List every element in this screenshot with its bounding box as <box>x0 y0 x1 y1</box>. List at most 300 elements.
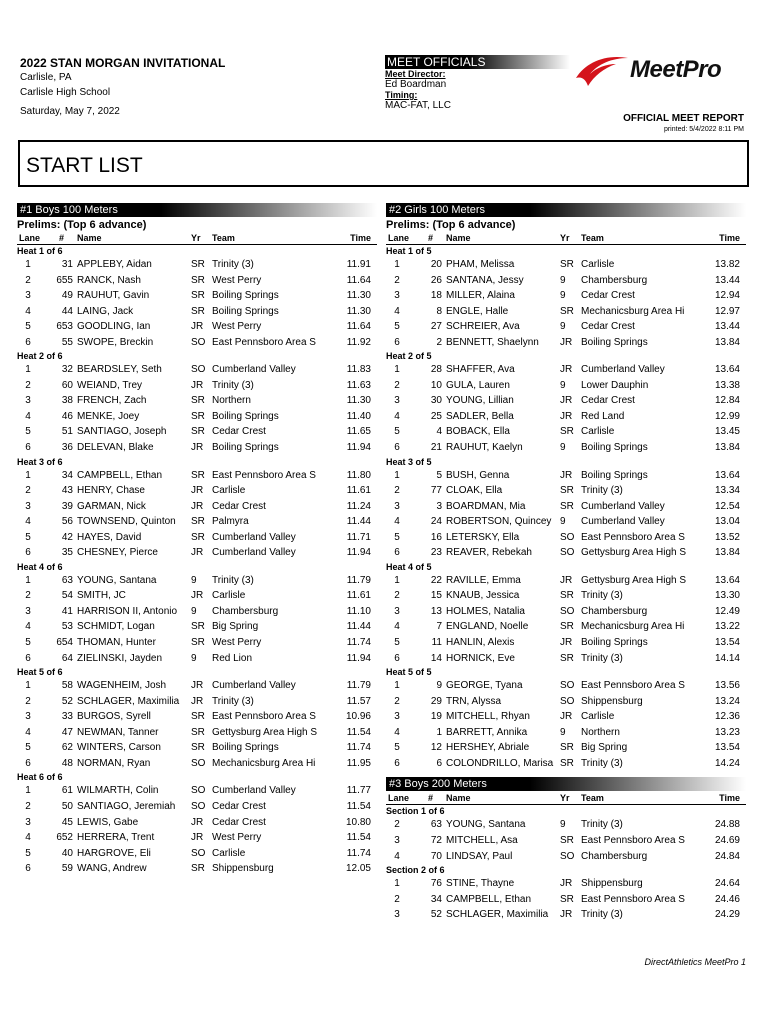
team-cell: Cumberland Valley <box>212 364 296 376</box>
table-row <box>386 288 746 304</box>
table-row <box>17 635 377 651</box>
bib-cell: 5 <box>436 469 442 481</box>
meetpro-swoosh-icon <box>572 52 632 88</box>
team-cell: Cedar Crest <box>581 290 635 302</box>
event-title-boys-100: #1 Boys 100 Meters <box>17 203 377 217</box>
year-cell: 9 <box>191 652 197 664</box>
bib-cell: 34 <box>430 893 442 905</box>
seed-time: 11.77 <box>346 785 371 797</box>
team-cell: Cumberland Valley <box>212 680 296 692</box>
team-cell: Boiling Springs <box>212 410 279 422</box>
bib-cell: 46 <box>61 410 73 422</box>
seed-time: 11.61 <box>346 485 371 497</box>
table-row <box>386 468 746 484</box>
lane-cell: 1 <box>25 469 31 481</box>
bib-cell: 47 <box>61 726 73 738</box>
year-cell: SR <box>191 395 205 407</box>
year-cell: JR <box>560 909 573 921</box>
table-row <box>386 740 746 756</box>
table-row <box>17 288 377 304</box>
seed-time: 13.44 <box>714 274 740 286</box>
team-cell: Shippensburg <box>581 695 643 707</box>
athlete-name: YOUNG, Lillian <box>446 395 514 407</box>
table-row <box>17 573 377 589</box>
athlete-name: LAING, Jack <box>77 305 134 317</box>
bib-cell: 72 <box>430 834 442 846</box>
lane-cell: 5 <box>25 426 31 438</box>
bib-cell: 44 <box>61 305 73 317</box>
team-cell: East Pennsboro Area S <box>581 531 685 543</box>
year-cell: SR <box>191 290 205 302</box>
year-cell: SR <box>191 742 205 754</box>
table-row <box>17 393 377 409</box>
athlete-name: CAMPBELL, Ethan <box>446 893 532 905</box>
lane-cell: 5 <box>25 742 31 754</box>
lane-cell: 4 <box>394 305 400 317</box>
lane-cell: 1 <box>25 785 31 797</box>
seed-time: 11.80 <box>346 469 371 481</box>
team-cell: Cedar Crest <box>212 800 266 812</box>
seed-time: 11.57 <box>346 695 371 707</box>
bib-cell: 55 <box>61 336 73 348</box>
athlete-name: BOARDMAN, Mia <box>446 500 526 512</box>
footer-text: DirectAthletics MeetPro 1 <box>644 957 746 967</box>
left-column <box>17 203 377 877</box>
lane-cell: 1 <box>394 469 400 481</box>
team-cell: Shippensburg <box>212 863 274 875</box>
seed-time: 13.52 <box>714 531 740 543</box>
lane-cell: 4 <box>394 850 400 862</box>
year-cell: JR <box>191 485 204 497</box>
team-cell: Cumberland Valley <box>581 516 665 528</box>
lane-cell: 2 <box>25 379 31 391</box>
team-cell: West Perry <box>212 274 262 286</box>
bib-cell: 45 <box>61 816 73 828</box>
team-cell: West Perry <box>212 321 262 333</box>
seed-time: 12.84 <box>714 395 740 407</box>
table-row <box>386 483 746 499</box>
team-cell: Cumberland Valley <box>212 547 296 559</box>
team-cell: Palmyra <box>212 516 249 528</box>
seed-time: 11.94 <box>346 547 371 559</box>
team-cell: Chambersburg <box>581 605 648 617</box>
year-cell: JR <box>560 637 573 649</box>
year-cell: 9 <box>560 274 566 286</box>
athlete-name: YOUNG, Santana <box>77 574 157 586</box>
bib-cell: 32 <box>61 364 73 376</box>
table-row <box>386 619 746 635</box>
lane-cell: 4 <box>394 726 400 738</box>
athlete-name: YOUNG, Santana <box>446 819 526 831</box>
athlete-name: BUSH, Genna <box>446 469 510 481</box>
heat-label: Heat 4 of 6 <box>17 561 63 572</box>
athlete-name: HERSHEY, Abriale <box>446 742 530 754</box>
meet-date: Saturday, May 7, 2022 <box>20 106 120 117</box>
bib-cell: 38 <box>61 395 73 407</box>
lane-cell: 5 <box>394 637 400 649</box>
table-header <box>386 232 746 245</box>
seed-time: 11.24 <box>346 500 371 512</box>
team-cell: Gettysburg Area High S <box>581 574 687 586</box>
team-cell: Trinity (3) <box>212 574 254 586</box>
athlete-name: BEARDSLEY, Seth <box>77 364 162 376</box>
lane-cell: 2 <box>394 695 400 707</box>
lane-cell: 3 <box>394 290 400 302</box>
event-rows <box>386 806 746 922</box>
lane-cell: 4 <box>394 410 400 422</box>
lane-cell: 1 <box>25 680 31 692</box>
table-row <box>17 799 377 815</box>
event-rows <box>386 246 746 771</box>
athlete-name: STINE, Thayne <box>446 878 515 890</box>
lane-cell: 3 <box>394 500 400 512</box>
seed-time: 13.04 <box>714 516 740 528</box>
athlete-name: BOBACK, Ella <box>446 426 510 438</box>
header-yr: Yr <box>560 233 570 243</box>
athlete-name: WAGENHEIM, Josh <box>77 680 167 692</box>
seed-time: 24.88 <box>714 819 740 831</box>
seed-time: 12.36 <box>714 711 740 723</box>
athlete-name: HOLMES, Natalia <box>446 605 525 617</box>
bib-cell: 64 <box>61 652 73 664</box>
bib-cell: 11 <box>431 637 442 649</box>
team-cell: Cumberland Valley <box>212 531 296 543</box>
seed-time: 13.54 <box>714 637 740 649</box>
bib-cell: 23 <box>430 547 442 559</box>
seed-time: 11.95 <box>346 757 371 769</box>
athlete-name: LEWIS, Gabe <box>77 816 139 828</box>
lane-cell: 3 <box>394 711 400 723</box>
team-cell: Mechanicsburg Area Hi <box>581 621 685 633</box>
lane-cell: 2 <box>394 274 400 286</box>
team-cell: Cedar Crest <box>581 395 635 407</box>
year-cell: SO <box>560 850 575 862</box>
team-cell: Cumberland Valley <box>581 500 665 512</box>
team-cell: Cedar Crest <box>581 321 635 333</box>
table-row <box>17 815 377 831</box>
lane-cell: 4 <box>25 726 31 738</box>
lane-cell: 1 <box>394 574 400 586</box>
bib-cell: 8 <box>436 305 442 317</box>
heat-label: Heat 3 of 5 <box>386 456 432 467</box>
table-row <box>17 846 377 862</box>
team-cell: East Pennsboro Area S <box>212 469 316 481</box>
athlete-name: BARRETT, Annika <box>446 726 528 738</box>
lane-cell: 3 <box>25 395 31 407</box>
athlete-name: CHESNEY, Pierce <box>77 547 158 559</box>
lane-cell: 6 <box>394 652 400 664</box>
bib-cell: 15 <box>430 590 442 602</box>
bib-cell: 61 <box>61 785 73 797</box>
year-cell: SR <box>191 469 205 481</box>
seed-time: 11.79 <box>346 680 371 692</box>
lane-cell: 3 <box>394 605 400 617</box>
table-row <box>17 740 377 756</box>
athlete-name: MITCHELL, Asa <box>446 834 518 846</box>
seed-time: 11.30 <box>346 305 371 317</box>
table-row <box>386 817 746 833</box>
table-row <box>17 257 377 273</box>
seed-time: 13.38 <box>714 379 740 391</box>
bib-cell: 28 <box>430 364 442 376</box>
lane-cell: 3 <box>394 395 400 407</box>
bib-cell: 13 <box>430 605 442 617</box>
printed-date: printed: 5/4/2022 8:11 PM <box>663 126 744 133</box>
bib-cell: 54 <box>61 590 73 602</box>
bib-cell: 29 <box>430 695 442 707</box>
athlete-name: SANTANA, Jessy <box>446 274 524 286</box>
logo-text: MeetPro <box>630 56 722 83</box>
bib-cell: 2 <box>436 336 442 348</box>
athlete-name: HERRERA, Trent <box>77 832 155 844</box>
bib-cell: 652 <box>56 832 73 844</box>
bib-cell: 70 <box>430 850 442 862</box>
seed-time: 13.64 <box>714 364 740 376</box>
bib-cell: 26 <box>430 274 442 286</box>
year-cell: 9 <box>560 321 566 333</box>
lane-cell: 2 <box>25 485 31 497</box>
team-cell: Cedar Crest <box>212 816 266 828</box>
year-cell: SR <box>560 426 574 438</box>
table-row <box>386 849 746 865</box>
seed-time: 13.84 <box>714 336 740 348</box>
table-row <box>386 573 746 589</box>
seed-time: 11.83 <box>346 364 371 376</box>
table-row <box>17 861 377 877</box>
team-cell: Northern <box>212 395 251 407</box>
lane-cell: 2 <box>394 590 400 602</box>
year-cell: 9 <box>560 819 566 831</box>
athlete-name: REAVER, Rebekah <box>446 547 532 559</box>
table-row <box>386 876 746 892</box>
team-cell: Northern <box>581 726 620 738</box>
year-cell: SR <box>191 259 205 270</box>
year-cell: SO <box>191 757 206 769</box>
lane-cell: 2 <box>25 695 31 707</box>
lane-cell: 2 <box>394 379 400 391</box>
team-cell: West Perry <box>212 637 262 649</box>
team-cell: Trinity (3) <box>212 695 254 707</box>
table-row <box>17 678 377 694</box>
lane-cell: 5 <box>394 321 400 333</box>
athlete-name: HAYES, David <box>77 531 142 543</box>
meetpro-logo <box>572 52 752 88</box>
seed-time: 11.54 <box>346 832 371 844</box>
year-cell: SO <box>191 364 206 376</box>
team-cell: Trinity (3) <box>581 590 623 602</box>
header-num: # <box>428 793 434 804</box>
year-cell: JR <box>191 321 204 333</box>
bib-cell: 20 <box>430 259 442 270</box>
seed-time: 10.96 <box>345 711 371 723</box>
bib-cell: 7 <box>436 621 442 633</box>
bib-cell: 43 <box>61 485 73 497</box>
table-row <box>17 530 377 546</box>
lane-cell: 2 <box>394 819 400 831</box>
table-row <box>386 273 746 289</box>
year-cell: SR <box>191 621 205 633</box>
lane-cell: 5 <box>394 742 400 754</box>
table-row <box>17 783 377 799</box>
lane-cell: 4 <box>25 516 31 528</box>
table-row <box>17 273 377 289</box>
athlete-name: APPLEBY, Aidan <box>77 259 152 270</box>
athlete-name: BURGOS, Syrell <box>77 711 151 723</box>
seed-time: 11.74 <box>346 742 371 754</box>
bib-cell: 52 <box>430 909 442 921</box>
bib-cell: 62 <box>61 742 73 754</box>
seed-time: 13.56 <box>714 680 740 692</box>
timing-value: MAC-FAT, LLC <box>385 100 451 111</box>
table-row <box>386 694 746 710</box>
seed-time: 13.23 <box>714 726 740 738</box>
bib-cell: 48 <box>61 757 73 769</box>
table-row <box>386 393 746 409</box>
athlete-name: HARGROVE, Eli <box>77 847 151 859</box>
header-name: Name <box>446 233 471 243</box>
year-cell: JR <box>191 816 204 828</box>
year-cell: JR <box>191 547 204 559</box>
bib-cell: 21 <box>430 442 442 454</box>
seed-time: 11.91 <box>346 259 371 270</box>
athlete-name: ROBERTSON, Quincey <box>446 516 552 528</box>
seed-time: 13.34 <box>714 485 740 497</box>
header-team: Team <box>212 233 235 243</box>
table-row <box>17 319 377 335</box>
athlete-name: GOODLING, Ian <box>77 321 151 333</box>
seed-time: 13.30 <box>714 590 740 602</box>
lane-cell: 6 <box>25 442 31 454</box>
table-header <box>386 792 746 805</box>
event-title-boys-200: #3 Boys 200 Meters <box>386 777 746 791</box>
heat-label: Heat 1 of 5 <box>386 246 432 256</box>
year-cell: SR <box>560 893 574 905</box>
bib-cell: 3 <box>436 500 442 512</box>
lane-cell: 3 <box>394 909 400 921</box>
bib-cell: 14 <box>430 652 442 664</box>
event-round-boys-100: Prelims: (Top 6 advance) <box>17 219 147 231</box>
heat-label: Heat 4 of 5 <box>386 561 432 572</box>
bib-cell: 76 <box>430 878 442 890</box>
year-cell: JR <box>191 442 204 454</box>
athlete-name: MENKE, Joey <box>77 410 140 422</box>
table-row <box>386 257 746 273</box>
table-row <box>17 362 377 378</box>
lane-cell: 6 <box>25 336 31 348</box>
team-cell: Chambersburg <box>212 605 279 617</box>
bib-cell: 49 <box>61 290 73 302</box>
report-title: OFFICIAL MEET REPORT <box>623 113 744 124</box>
athlete-name: BENNETT, Shaelynn <box>446 336 539 348</box>
table-row <box>17 604 377 620</box>
lane-cell: 1 <box>25 364 31 376</box>
lane-cell: 4 <box>25 832 31 844</box>
team-cell: Boiling Springs <box>212 305 279 317</box>
team-cell: East Pennsboro Area S <box>581 834 685 846</box>
bib-cell: 42 <box>61 531 73 543</box>
right-column <box>386 203 746 923</box>
bib-cell: 30 <box>430 395 442 407</box>
table-row <box>17 694 377 710</box>
table-row <box>386 709 746 725</box>
year-cell: SR <box>191 426 205 438</box>
bib-cell: 39 <box>61 500 73 512</box>
seed-time: 11.40 <box>346 410 371 422</box>
table-row <box>17 468 377 484</box>
seed-time: 10.80 <box>345 816 371 828</box>
seed-time: 11.30 <box>346 290 371 302</box>
bib-cell: 52 <box>61 695 73 707</box>
seed-time: 11.92 <box>346 336 371 348</box>
header-yr: Yr <box>191 233 201 243</box>
team-cell: Boiling Springs <box>212 442 279 454</box>
seed-time: 12.94 <box>714 290 740 302</box>
lane-cell: 5 <box>25 847 31 859</box>
seed-time: 24.64 <box>714 878 740 890</box>
athlete-name: GEORGE, Tyana <box>446 680 523 692</box>
athlete-name: CLOAK, Ella <box>446 485 503 497</box>
year-cell: JR <box>560 336 573 348</box>
athlete-name: RANCK, Nash <box>77 274 141 286</box>
year-cell: JR <box>191 500 204 512</box>
seed-time: 24.69 <box>714 834 740 846</box>
athlete-name: ZIELINSKI, Jayden <box>77 652 163 664</box>
table-row <box>17 499 377 515</box>
team-cell: Trinity (3) <box>581 485 623 497</box>
year-cell: 9 <box>560 516 566 528</box>
table-row <box>17 756 377 772</box>
lane-cell: 6 <box>394 757 400 769</box>
team-cell: West Perry <box>212 832 262 844</box>
athlete-name: GULA, Lauren <box>446 379 510 391</box>
team-cell: Chambersburg <box>581 850 648 862</box>
seed-time: 11.61 <box>346 590 371 602</box>
year-cell: SO <box>191 800 206 812</box>
bib-cell: 40 <box>61 847 73 859</box>
table-row <box>17 483 377 499</box>
year-cell: SR <box>191 711 205 723</box>
seed-time: 11.65 <box>346 426 371 438</box>
year-cell: JR <box>191 590 204 602</box>
table-row <box>17 709 377 725</box>
team-cell: Boiling Springs <box>212 742 279 754</box>
seed-time: 12.99 <box>714 410 740 422</box>
team-cell: Carlisle <box>581 711 615 723</box>
heat-label: Heat 1 of 6 <box>17 246 63 256</box>
table-row <box>386 362 746 378</box>
table-row <box>386 892 746 908</box>
lane-cell: 3 <box>25 290 31 302</box>
lane-cell: 2 <box>25 590 31 602</box>
bib-cell: 9 <box>436 680 442 692</box>
seed-time: 13.82 <box>714 259 740 270</box>
athlete-name: FRENCH, Zach <box>77 395 147 407</box>
seed-time: 13.84 <box>714 547 740 559</box>
header-time: Time <box>350 233 371 243</box>
lane-cell: 1 <box>394 680 400 692</box>
table-row <box>17 830 377 846</box>
seed-time: 11.10 <box>346 605 371 617</box>
header-team: Team <box>581 793 604 804</box>
lane-cell: 5 <box>394 426 400 438</box>
year-cell: SR <box>191 637 205 649</box>
year-cell: SR <box>560 621 574 633</box>
table-row <box>17 651 377 667</box>
year-cell: SR <box>560 305 574 317</box>
athlete-name: SHAFFER, Ava <box>446 364 515 376</box>
table-row <box>17 378 377 394</box>
bib-cell: 51 <box>61 426 73 438</box>
